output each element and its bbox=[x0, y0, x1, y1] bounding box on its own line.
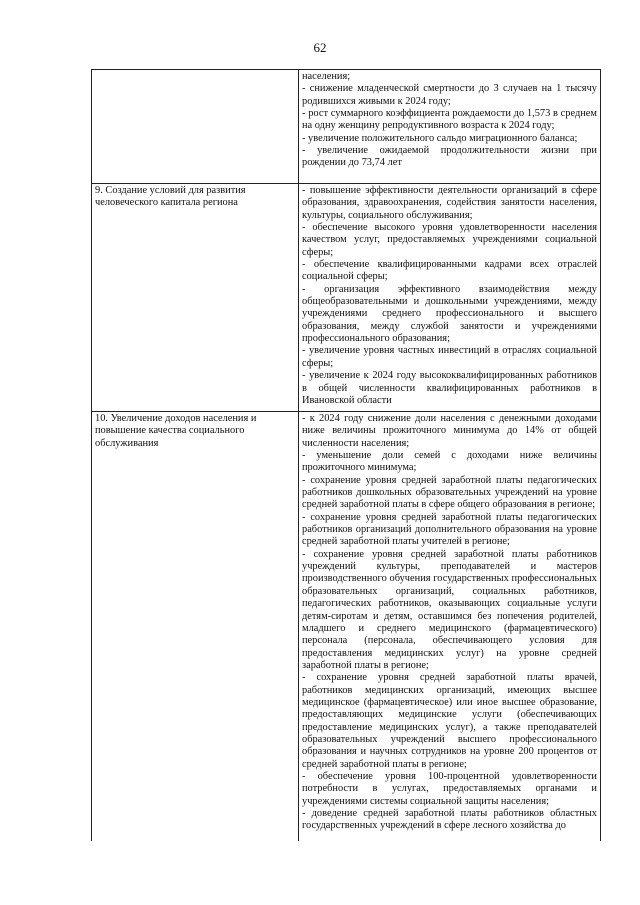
result-item: - организация эффективного взаимодействия между общеобразовательными и дошкольными учреждениями, между учреждениями среднего профессионального и высшего образования, между службой занятости и учреждениями профессионального образования; bbox=[302, 283, 597, 345]
result-item: - обеспечение квалифицированными кадрами всех отраслей социальной сферы; bbox=[302, 259, 597, 283]
result-item: - сохранение уровня средней заработной платы врачей, работников медицинских организаций, имеющих высшее медицинское (фармацевтическое) или иное высшее образование, предоставляющих медицинские услуги (обеспечивающих предоставление медицинских услуг), а также преподавателей образовательных учреждений высшего профессионального образования и научных сотрудников на уровне 200 процентов от средней заработной платы в регионе; bbox=[302, 672, 597, 770]
results-cell bbox=[299, 184, 601, 412]
result-item: - повышение эффективности деятельности организаций в сфере образования, здравоохранения, содействия занятости населения, культуры, социального обслуживания; bbox=[302, 185, 597, 221]
results-cell bbox=[299, 412, 601, 842]
result-item: - сохранение уровня средней заработной платы педагогических работников дошкольных образовательных учреждений на уровне средней заработной платы в сфере общего образования в регионе; bbox=[302, 474, 597, 511]
result-item: - обеспечение уровня 100-процентной удовлетворенности потребности в услугах, предоставляемых органами и учреждениями системы социальной защиты населения; bbox=[302, 770, 597, 807]
table-row bbox=[92, 184, 601, 412]
page-number: 62 bbox=[313, 40, 327, 55]
results-cell bbox=[299, 70, 601, 184]
result-item: - сохранение уровня средней заработной платы педагогических работников организаций дополнительного образования на уровне средней заработной платы учителей в регионе; bbox=[302, 511, 597, 548]
result-item: - к 2024 году снижение доли населения с денежными доходами ниже величины прожиточного минимума до 14% от общей численности населения; bbox=[302, 413, 597, 449]
goals-table bbox=[91, 69, 601, 841]
result-item: - увеличение ожидаемой продолжительности жизни при рождении до 73,74 лет bbox=[302, 145, 597, 169]
result-item: населения; bbox=[302, 71, 351, 82]
result-item: - сохранение уровня средней заработной платы работников учреждений культуры, преподавателей и мастеров производственного обучения государственных профессиональных образовательных организаций, социальных работников, педагогических работников, оказывающих социальные услуги детям-сиротам и детям, оставшимся без попечения родителей, младшего и среднего медицинского (фармацевтического) персонала (персонала, обеспечивающего условия для предоставления медицинских услуг) на уровне средней заработной платы в регионе; bbox=[302, 548, 597, 671]
goal-cell: 10. Увеличение доходов населения и повышение качества социального обслуживания bbox=[92, 412, 299, 842]
result-item: - обеспечение высокого уровня удовлетворенности населения качеством услуг, предоставляемых учреждениями социальной сферы; bbox=[302, 222, 597, 258]
result-item: - доведение средней заработной платы работников областных государственных учреждений в сфере лесного хозяйства до bbox=[302, 808, 597, 832]
result-item: - увеличение уровня частных инвестиций в отраслях социальной сферы; bbox=[302, 345, 597, 369]
table-row bbox=[92, 412, 601, 842]
result-item: - уменьшение доли семей с доходами ниже величины прожиточного минимума; bbox=[302, 450, 597, 474]
result-item: - рост суммарного коэффициента рождаемости до 1,573 в среднем на одну женщину репродуктивного возраста к 2024 году; bbox=[302, 108, 597, 132]
goal-cell: 9. Создание условий для развития человеческого капитала региона bbox=[92, 184, 299, 412]
result-item: - увеличение к 2024 году высококвалифицированных работников в общей численности квалифицированных работников в Ивановской области bbox=[302, 370, 597, 406]
table-row bbox=[92, 70, 601, 184]
result-item: - снижение младенческой смертности до 3 случаев на 1 тысячу родившихся живыми к 2024 году; bbox=[302, 83, 597, 107]
goal-cell bbox=[92, 70, 299, 184]
result-item: - увеличение положительного сальдо миграционного баланса; bbox=[302, 132, 578, 144]
